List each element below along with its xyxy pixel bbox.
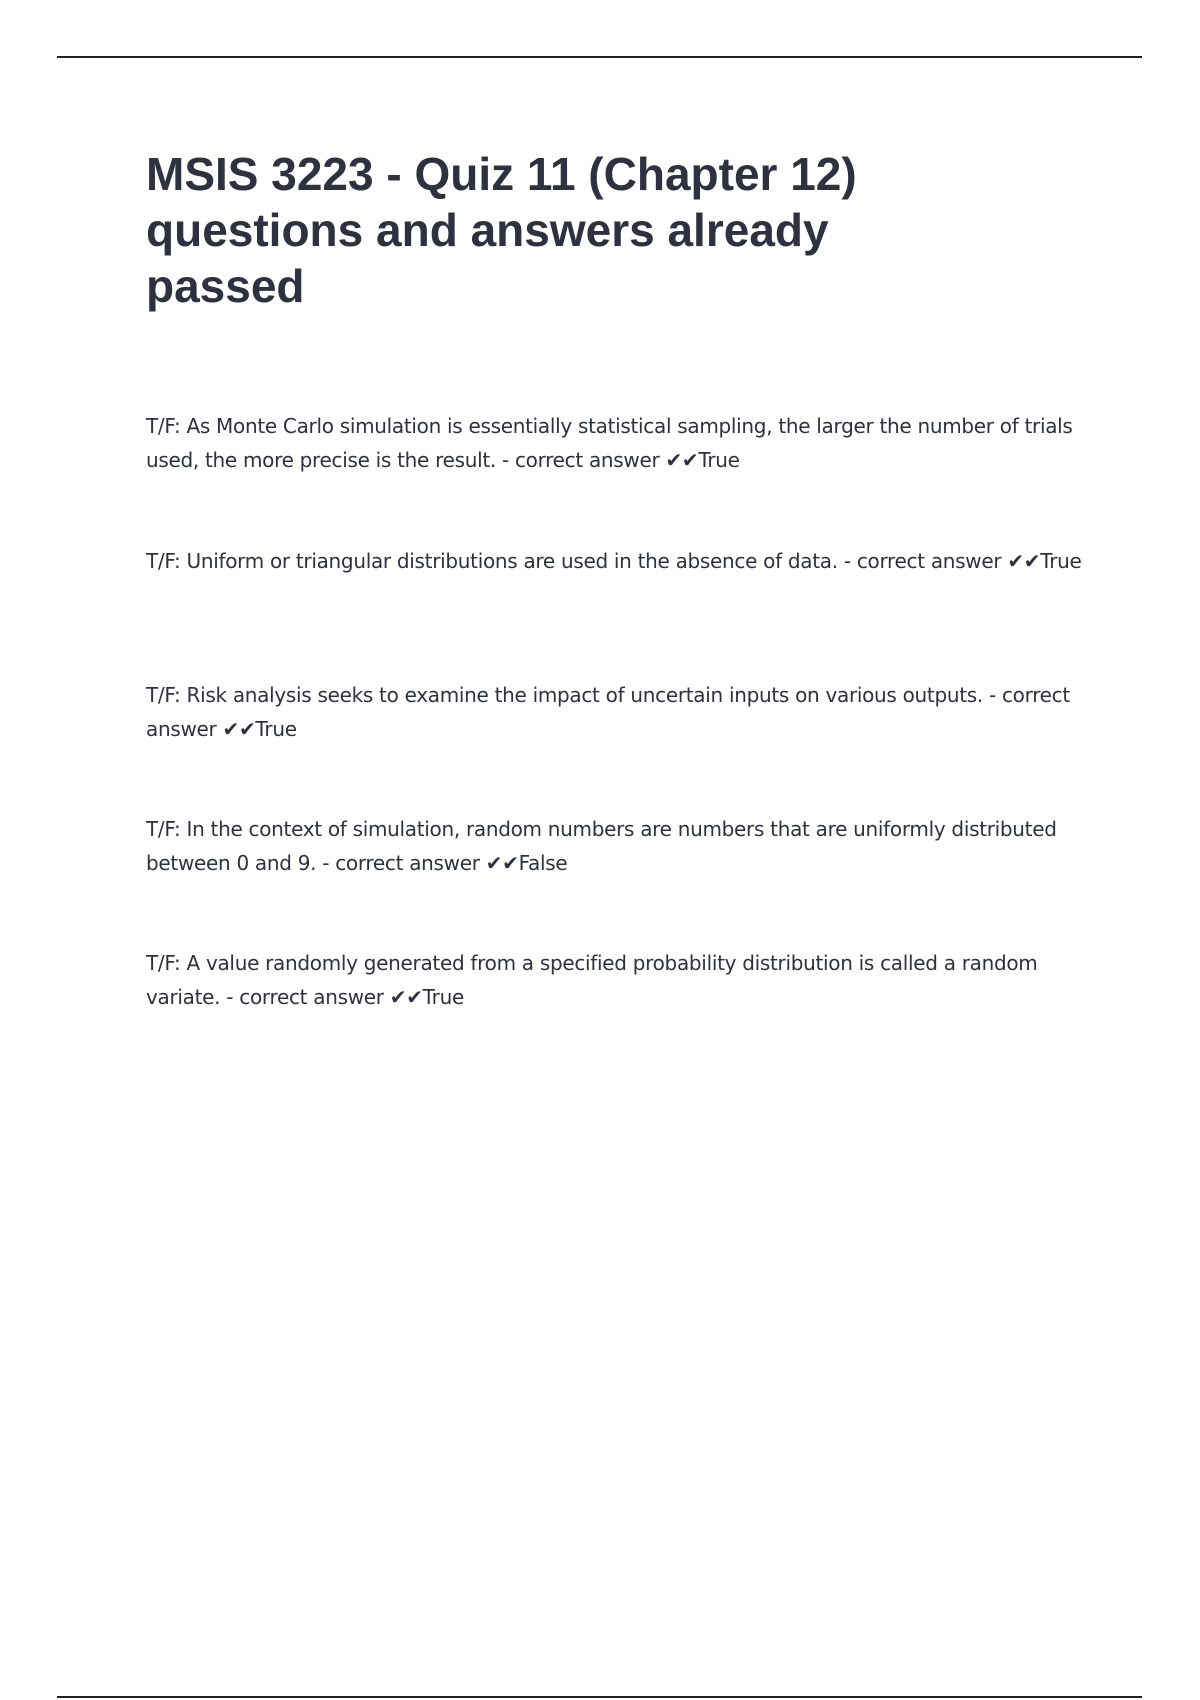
answer-text: True — [255, 717, 297, 741]
answer-text: False — [518, 851, 568, 875]
double-check-icon: ✔✔ — [1007, 549, 1041, 573]
question-text: T/F: In the context of simulation, random numbers are numbers that are uniformly distributed between 0 and 9. - correct answer — [146, 817, 1057, 875]
footer-rule — [57, 1696, 1142, 1698]
double-check-icon: ✔✔ — [222, 717, 256, 741]
answer-text: True — [698, 448, 740, 472]
question-text: T/F: A value randomly generated from a specified probability distribution is called a random variate. - correct answer — [146, 951, 1038, 1009]
question-text: T/F: Risk analysis seeks to examine the impact of uncertain inputs on various outputs. - correct answer — [146, 683, 1070, 741]
question-text: T/F: As Monte Carlo simulation is essentially statistical sampling, the larger the number of trials used, the more precise is the result. - correct answer — [146, 414, 1073, 472]
qa-item-5 — [146, 946, 1086, 1014]
qa-item-4 — [146, 812, 1086, 880]
qa-item-3 — [146, 678, 1086, 746]
double-check-icon: ✔✔ — [389, 985, 423, 1009]
page-title: MSIS 3223 - Quiz 11 (Chapter 12) questions and answers already passed — [146, 148, 857, 312]
double-check-icon: ✔✔ — [665, 448, 699, 472]
qa-item-2 — [146, 544, 1086, 578]
question-text: T/F: Uniform or triangular distributions are used in the absence of data. - correct answer — [146, 549, 1008, 573]
double-check-icon: ✔✔ — [485, 851, 519, 875]
answer-text: True — [1040, 549, 1082, 573]
qa-item-1 — [146, 409, 1086, 477]
header-rule — [57, 56, 1142, 58]
answer-text: True — [422, 985, 464, 1009]
